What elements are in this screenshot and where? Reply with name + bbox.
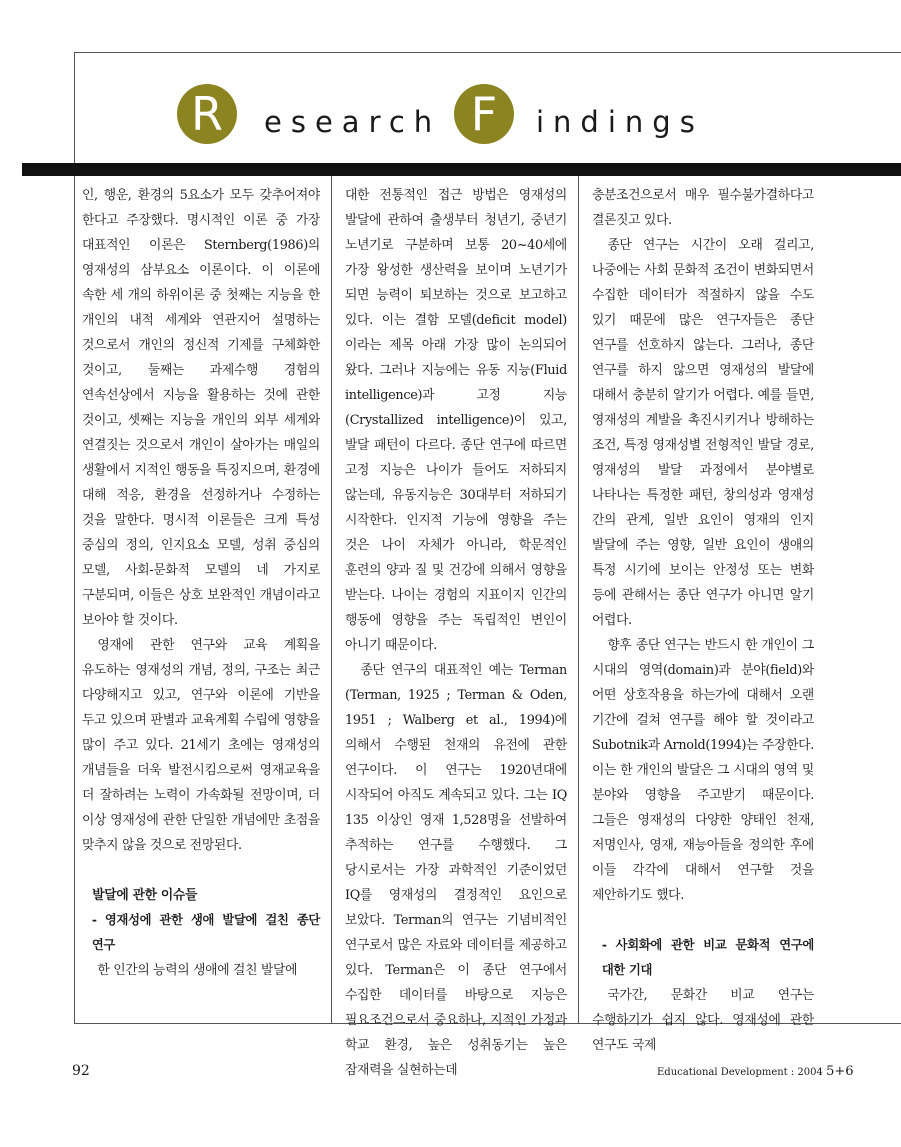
header-word-research: esearch <box>264 105 442 139</box>
column-divider-2 <box>578 176 579 1024</box>
col3-paragraph-1: 충분조건으로서 매우 필수불가결하다고 결론짓고 있다. <box>592 188 814 228</box>
column-1 <box>82 183 320 983</box>
col2-paragraph-2: 종단 연구의 대표적인 예는 Terman (Terman, 1925 ; Terman & Oden, 1951 ; Walberg et al., 1994)에 의해서 수행된 천재의 유전에 관한 연구이다. 이 연구는 1920년대에 시작되어 아직도 계속되고 있다. 그는 IQ 135 이상인 영재 1,528명을 선발하여 추적하는 연구를 수행했다. 그 당시로서는 가장 과학적인 기준이었던 IQ를 영재성의 결정적인 요인으로 보았다. Terman의 연구는 기념비적인 연구로서 많은 자료와 데이터를 제공하고 있다. Terman은 이 종단 연구에서 수집한 데이터를 바탕으로 지능은 필요조건으로서 중요하나, 지적인 가정과 학교 환경, 높은 성취동기는 높은 잠재력을 실현하는데 <box>345 663 567 1078</box>
initial-f-circle <box>454 84 514 144</box>
section-heading: 발달에 관한 이슈들 <box>92 888 198 903</box>
header-rule <box>22 163 901 176</box>
initial-r-letter: R <box>191 87 223 141</box>
journal-issue: 5+6 <box>826 1064 854 1079</box>
col3-subheading: - 사회화에 관한 비교 문화적 연구에 대한 기대 <box>601 938 814 977</box>
column-2 <box>345 183 567 1083</box>
col1-paragraph-1: 인, 행운, 환경의 5요소가 모두 갖추어져야 한다고 주장했다. 명시적인 이론 중 가장 대표적인 이론은 Sternberg(1986)의 영재성의 삼부요소 이론이다. 이 이론에 속한 세 개의 하위이론 중 첫째는 지능을 한 개인의 내적 세계와 연관지어 설명하는 것으로서 개인의 정신적 기제를 구체화한 것이고, 둘째는 과제수행 경험의 연속선상에서 지능을 활용하는 것에 관한 것이고, 셋째는 지능을 개인의 외부 세계와 연결짓는 것으로서 개인이 살아가는 매일의 생활에서 지적인 행동을 특징지으며, 환경에 대해 적응, 환경을 선정하거나 수정하는 것을 말한다. 명시적 이론들은 크게 특성 중심의 정의, 인지요소 모델, 성취 중심의 모델, 사회-문화적 모델의 네 가지로 구분되며, 이들은 상호 보완적인 개념이라고 보아야 할 것이다. <box>82 188 320 628</box>
col3-paragraph-3: 향후 종단 연구는 반드시 한 개인이 그 시대의 영역(domain)과 분야(field)와 어떤 상호작용을 하는가에 대해서 오랜 기간에 걸쳐 연구를 해야 할 것이라고 Subotnik과 Arnold(1994)는 주장한다. 이는 한 개인의 발달은 그 시대의 영역 및 분야와 영향을 주고받기 때문이다. 그들은 영재성의 다양한 양태인 천재, 저명인사, 영재, 재능아들을 정의한 후에 이들 각각에 대해서 연구할 것을 제안하기도 했다. <box>592 638 814 903</box>
journal-footer <box>657 1064 854 1079</box>
col1-paragraph-2: 영재에 관한 연구와 교육 계획을 유도하는 영재성의 개념, 정의, 구조는 최근 다양해지고 있고, 연구와 이론에 기반을 두고 있으며 판별과 교육계획 수립에 영향을 많이 주고 있다. 21세기 초에는 영재성의 개념들을 더욱 발전시킴으로써 영재교육을 더 잘하려는 노력이 가속화될 전망이며, 더 이상 영재성에 관한 단일한 개념에만 초점을 맞추지 않을 것으로 전망된다. <box>82 638 320 853</box>
column-3 <box>592 183 814 1058</box>
column-divider-1 <box>331 176 332 1024</box>
left-border <box>74 176 75 1024</box>
col1-paragraph-3: 한 인간의 능력의 생애에 걸친 발달에 <box>97 963 298 978</box>
initial-r-circle <box>177 84 237 144</box>
initial-f-letter: F <box>470 87 498 141</box>
page-number: 92 <box>72 1063 90 1079</box>
col3-paragraph-4: 국가간, 문화간 비교 연구는 수행하기가 쉽지 않다. 영재성에 관한 연구도 국제 <box>592 988 814 1053</box>
col3-paragraph-2: 종단 연구는 시간이 오래 걸리고, 나중에는 사회 문화적 조건이 변화되면서 수집한 데이터가 적절하지 않을 수도 있기 때문에 많은 연구자들은 종단 연구를 선호하지 않는다. 그러나, 종단 연구를 하지 않으면 영재성의 발달에 대해서 충분히 알기가 어렵다. 예를 들면, 영재성의 계발을 촉진시키거나 방해하는 조건, 특정 영재성별 전형적인 발달 경로, 영재성의 발달 과정에서 분야별로 나타나는 특정한 패턴, 창의성과 영재성 간의 관계, 일반 요인이 영재의 인지 발달에 주는 영향, 일반 요인이 생애의 특정 시기에 보이는 안정성 또는 변화 등에 관해서는 종단 연구가 아니면 알기 어렵다. <box>592 238 814 628</box>
col1-subheading: - 영재성에 관한 생애 발달에 걸친 종단 연구 <box>91 913 320 952</box>
col2-paragraph-1: 대한 전통적인 접근 방법은 영재성의 발달에 관하여 출생부터 청년기, 중년기 노년기로 구분하며 보통 20~40세에 가장 왕성한 생산력을 보이며 노년기가 되면 능력이 퇴보하는 것으로 보고하고 있다. 이는 결함 모델(deficit model)이라는 제목 아래 가장 많이 논의되어 왔다. 그러나 지능에는 유동 지능(Fluid intelligence)과 고정 지능(Crystallized intelligence)이 있고, 발달 패턴이 다르다. 종단 연구에 따르면 고정 지능은 나이가 들어도 저하되지 않는데, 유동지능은 30대부터 저하되기 시작한다. 인지적 기능에 영향을 주는 것은 나이 자체가 아니라, 학문적인 훈련의 양과 질 및 건강에 의해서 영향을 받는다. 나이는 경험의 지표이지 인간의 행동에 영향을 주는 독립적인 변인이 아니기 때문이다. <box>345 188 567 653</box>
header-word-findings: indings <box>536 105 704 139</box>
journal-name: Educational Development : 2004 <box>657 1067 823 1078</box>
